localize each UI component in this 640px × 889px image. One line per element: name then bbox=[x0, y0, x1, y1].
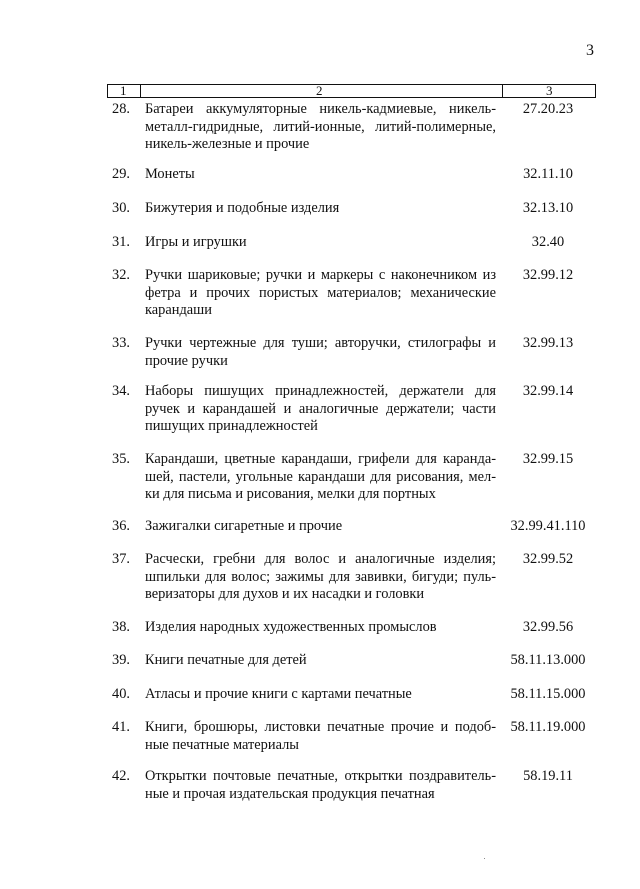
table-header-row bbox=[107, 84, 596, 98]
description-line: Ручки шариковые; ручки и маркеры с наконечником из bbox=[145, 267, 496, 283]
description-line: ные печатные материалы bbox=[145, 736, 299, 753]
row-number: 32. bbox=[112, 267, 130, 283]
row-number: 41. bbox=[112, 719, 130, 735]
scan-speck bbox=[484, 858, 485, 859]
description-line: веризаторы для духов и их насадки и головки bbox=[145, 586, 425, 602]
row-number: 34. bbox=[112, 383, 130, 399]
row-number: 36. bbox=[112, 518, 130, 534]
header-divider bbox=[140, 85, 141, 97]
row-number: 40. bbox=[112, 686, 130, 702]
row-description bbox=[145, 652, 496, 670]
row-number: 42. bbox=[112, 768, 130, 784]
description-line: Бижутерия и подобные изделия bbox=[145, 200, 340, 216]
header-col-3: 3 bbox=[546, 83, 553, 98]
description-line: Наборы пишущих принадлежностей, держатели для bbox=[145, 383, 496, 399]
row-number: 35. bbox=[112, 451, 130, 467]
row-code: 58.11.13.000 bbox=[510, 652, 586, 668]
row-code: 32.99.15 bbox=[522, 451, 574, 467]
description-line: ручек и карандашей и аналогичные держатели; части bbox=[145, 400, 496, 417]
header-divider bbox=[502, 85, 503, 97]
row-description bbox=[145, 686, 496, 704]
row-code: 58.11.15.000 bbox=[510, 686, 586, 702]
row-code: 27.20.23 bbox=[522, 101, 574, 117]
description-line: никель-железные и прочие bbox=[145, 136, 310, 152]
row-number: 28. bbox=[112, 101, 130, 117]
row-description bbox=[145, 166, 496, 184]
row-code: 32.99.13 bbox=[522, 335, 574, 351]
row-code: 32.99.12 bbox=[522, 267, 574, 283]
row-description bbox=[145, 383, 496, 436]
row-description bbox=[145, 200, 496, 218]
row-description bbox=[145, 451, 496, 504]
row-description bbox=[145, 619, 496, 637]
row-number: 31. bbox=[112, 234, 130, 250]
row-number: 38. bbox=[112, 619, 130, 635]
description-line: Ручки чертежные для туши; авторучки, стилографы и bbox=[145, 335, 496, 351]
description-line: Зажигалки сигаретные и прочие bbox=[145, 518, 343, 534]
description-line: Карандаши, цветные карандаши, грифели для каранда- bbox=[145, 451, 496, 467]
description-line: Книги печатные для детей bbox=[145, 652, 307, 668]
description-line: металл-гидридные, литий-ионные, литий-полимерные, bbox=[145, 118, 496, 135]
row-code: 32.13.10 bbox=[522, 200, 574, 216]
row-description bbox=[145, 234, 496, 252]
row-description bbox=[145, 335, 496, 370]
row-number: 39. bbox=[112, 652, 130, 668]
description-line: карандаши bbox=[145, 302, 212, 318]
description-line: Расчески, гребни для волос и аналогичные изделия; bbox=[145, 551, 496, 567]
header-col-2: 2 bbox=[316, 83, 323, 98]
description-line: Игры и игрушки bbox=[145, 234, 247, 250]
row-description bbox=[145, 518, 496, 536]
description-line: шей, пастели, угольные карандаши для рисования, мел- bbox=[145, 468, 496, 485]
description-line: Атласы и прочие книги с картами печатные bbox=[145, 686, 412, 702]
row-code: 32.99.14 bbox=[522, 383, 574, 399]
page-number: 3 bbox=[586, 42, 594, 59]
row-number: 33. bbox=[112, 335, 130, 351]
row-code: 32.99.56 bbox=[522, 619, 574, 635]
description-line: Изделия народных художественных промыслов bbox=[145, 619, 437, 635]
row-number: 29. bbox=[112, 166, 130, 182]
header-col-1: 1 bbox=[120, 83, 127, 98]
row-description bbox=[145, 101, 496, 154]
description-line: ные и прочая издательская продукция печатная bbox=[145, 785, 435, 802]
row-number: 37. bbox=[112, 551, 130, 567]
row-description bbox=[145, 768, 496, 803]
row-description bbox=[145, 719, 496, 754]
row-description bbox=[145, 551, 496, 604]
row-description bbox=[145, 267, 496, 320]
row-code: 58.11.19.000 bbox=[510, 719, 586, 735]
row-code: 58.19.11 bbox=[523, 768, 573, 784]
description-line: шпильки для волос; зажимы для завивки, бигуди; пуль- bbox=[145, 568, 496, 585]
row-code: 32.11.10 bbox=[523, 166, 573, 182]
description-line: прочие ручки bbox=[145, 352, 228, 369]
row-number: 30. bbox=[112, 200, 130, 216]
row-code: 32.40 bbox=[531, 234, 565, 250]
description-line: Батареи аккумуляторные никель-кадмиевые, никель- bbox=[145, 101, 496, 117]
row-code: 32.99.41.110 bbox=[510, 518, 586, 534]
description-line: ки для письма и рисования, мелки для портных bbox=[145, 486, 436, 502]
description-line: пишущих принадлежностей bbox=[145, 418, 318, 434]
description-line: Монеты bbox=[145, 166, 195, 182]
description-line: фетра и прочих пористых материалов; механические bbox=[145, 284, 496, 301]
row-code: 32.99.52 bbox=[522, 551, 574, 567]
description-line: Книги, брошюры, листовки печатные прочие и подоб- bbox=[145, 719, 496, 735]
description-line: Открытки почтовые печатные, открытки поздравитель- bbox=[145, 768, 496, 784]
